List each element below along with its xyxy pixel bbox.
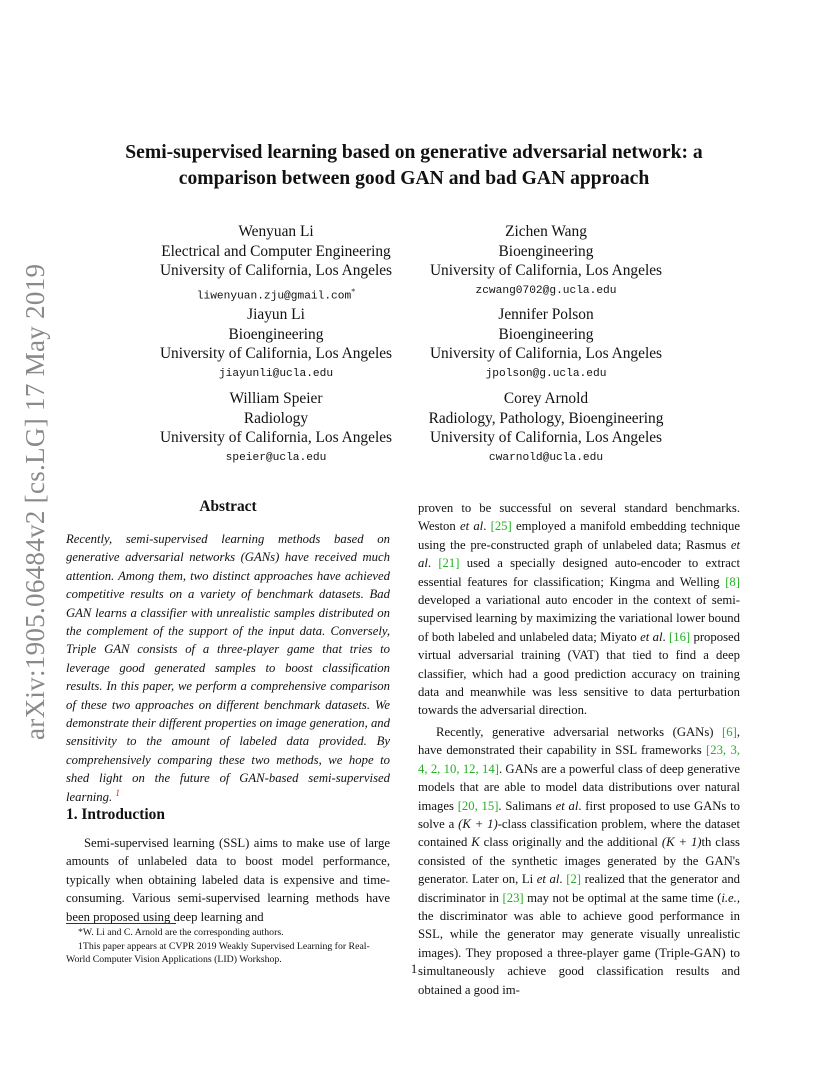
author-name: Jennifer Polson [498,306,594,323]
author-affiliation: Electrical and Computer Engineering [161,242,391,260]
corresponding-mark: * [351,286,356,296]
right-paragraph-1: proven to be successful on several standard benchmarks. Weston et al. [25] employed a manifold embedding technique using the pre-constructed graph of unlabeled data; Rasmus et al. [21] used a specially designed auto-encoder to extract essential features for classification; Kingma and Welling [8] developed a variational auto encoder in the context of semi-supervised learning by maximizing the variational lower bound of both labeled and unlabeled data; Miyato et al. [16] proposed virtual adversarial training (VAT) that tied to find a deep classifier, which had a good prediction accuracy on training data and meanwhile was less sensitive to data perturbation towards the adversarial direction. [418,501,740,718]
arxiv-watermark: arXiv:1905.06484v2 [cs.LG] 17 May 2019 [20,263,50,740]
author-block [396,389,696,467]
author-affiliation: Radiology [243,409,309,427]
author-name: Corey Arnold [503,390,589,407]
abstract-body [66,530,390,806]
citation-link[interactable]: [23, 3, 4, 2, 10, 12, 14] [418,743,740,776]
citation-link[interactable]: [8] [725,574,740,589]
footnote: *W. Li and C. Arnold are the corresponding authors. [78,927,284,938]
author-university: University of California, Los Angeles [159,345,393,363]
italic-text: et al [418,537,740,571]
citation-link[interactable]: [25] [490,519,512,534]
author-affiliation: Radiology, Pathology, Bioengineering [428,409,664,427]
citation-link[interactable]: [2] [566,872,582,887]
author-email[interactable]: zcwang0702@g.ucla.edu [475,284,617,297]
footnote: 1This paper appears at CVPR 2019 Weakly Supervised Learning for Real-World Computer Vision Applications (LID) Workshop. [66,940,370,966]
italic-text: (K + 1) [661,835,702,850]
author-affiliation: Bioengineering [498,325,594,343]
author-email[interactable]: jiayunli@ucla.edu [218,367,334,380]
footnote-link[interactable]: 1 [115,787,120,798]
page-number: 1 [410,962,418,976]
author-email[interactable]: jpolson@g.ucla.edu [485,367,607,380]
abstract-text: Recently, semi-supervised learning methods based on generative adversarial networks (GANs) have received much attention. Among them, two distinct approaches have achieved competitive results on a variety of benchmark datasets. Bad GAN learns a classifier with unrealistic samples distributed on the complement of the support of the input data. Conversely, Triple GAN consists of a three-player game that tries to leverage good generated samples to boost classification results. In this paper, we perform a comprehensive comparison of these two approaches on different benchmark datasets. We demonstrate their different properties on image generation, and sensitivity to the amount of labeled data provided. By comprehensively comparing these two methods, we hope to shed light on the future of GAN-based semi-supervised learning. [66,532,390,804]
author-affiliation: Bioengineering [498,242,594,260]
italic-text: et al [536,872,560,887]
author-university: University of California, Los Angeles [429,345,663,363]
right-paragraph-2: Recently, generative adversarial networks (GANs) [6], have demonstrated their capability in SSL frameworks [23, 3, 4, 2, 10, 12, 14]. GANs are a powerful class of deep generative models that are able to model data distributions over natural images [20, 15]. Salimans et al. first proposed to use GANs to solve a (K + 1)-class classification problem, where the dataset contained K class originally and the additional (K + 1)th class consisted of the synthetic images generated by the GAN's generator. Later on, Li et al. [2] realized that the generator and discriminator in [23] may not be optimal at the same time (i.e., the discriminator was able to achieve good performance in SSL, while the generator may generate visually unrealistic images). They proposed a three-player game (Triple-GAN) to simultaneously achieve good classification results and obtained a good im- [418,725,741,997]
author-block [396,305,696,383]
italic-text: (K + 1) [458,817,498,832]
italic-text: i.e. [721,890,737,905]
italic-text: et al [459,519,484,534]
author-name: Wenyuan Li [238,223,314,240]
citation-link[interactable]: [20, 15] [457,798,499,813]
italic-text: et al [640,629,663,644]
author-email[interactable]: cwarnold@ucla.edu [488,451,604,464]
citation-link[interactable]: [21] [438,556,460,571]
author-name: William Speier [229,390,323,407]
citation-link[interactable]: [16] [669,629,691,644]
author-university: University of California, Los Angeles [159,262,393,280]
abstract-heading: Abstract [199,498,257,515]
citation-link[interactable]: [6] [722,725,737,739]
footnotes [66,926,390,967]
citation-link[interactable]: [23] [502,890,524,905]
author-block [126,389,426,467]
author-affiliation: Bioengineering [228,325,324,343]
paper-title: Semi-supervised learning based on generative adversarial network: a comparison between good GAN and bad GAN approach [125,142,703,189]
italic-text: K [471,835,480,850]
author-block [126,305,426,383]
author-email[interactable]: liwenyuan.zju@gmail.com* [196,286,356,303]
author-email[interactable]: speier@ucla.edu [225,451,327,464]
author-university: University of California, Los Angeles [429,262,663,280]
section-heading: 1. Introduction [66,806,165,823]
author-university: University of California, Los Angeles [429,429,663,447]
italic-text: et al [555,798,579,813]
author-name: Jiayun Li [247,306,305,323]
footnote-divider [66,923,176,924]
author-name: Zichen Wang [505,223,587,240]
author-university: University of California, Los Angeles [159,429,393,447]
author-block [396,222,696,300]
author-block [126,222,426,306]
intro-paragraph: Semi-supervised learning (SSL) aims to make use of large amounts of unlabeled data to boost model performance, typically when obtaining labeled data is expensive and time-consuming. Various semi-supervised learning methods have been proposed using deep learning and [66,836,390,924]
